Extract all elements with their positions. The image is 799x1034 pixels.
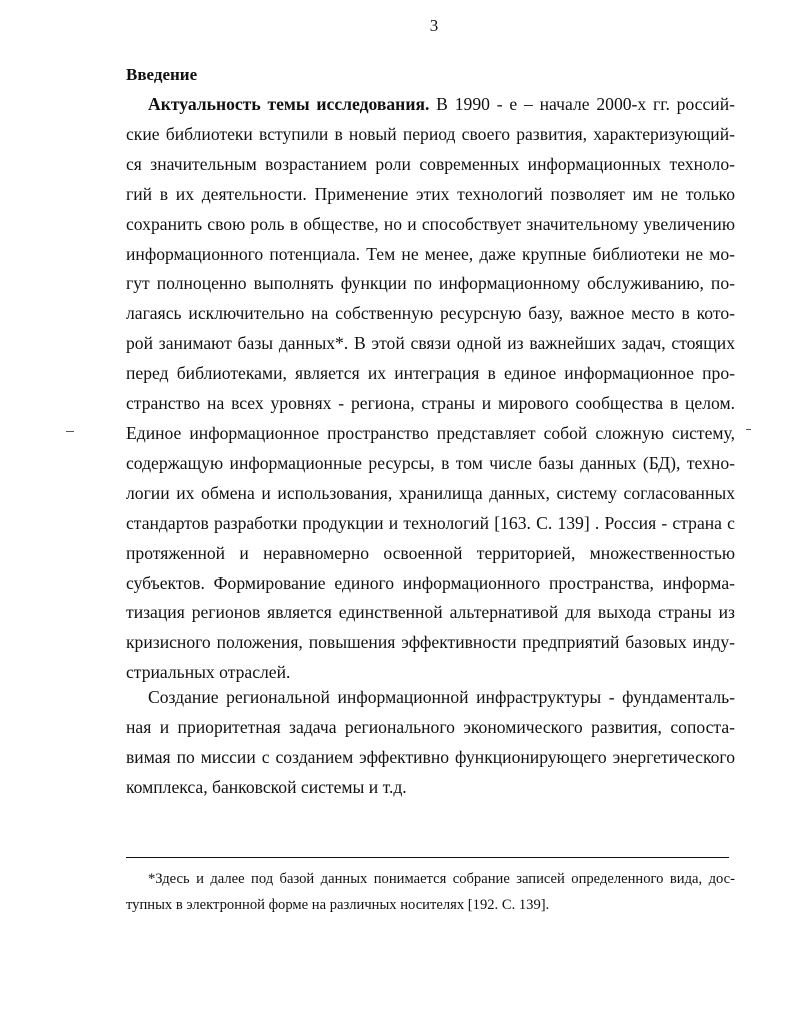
paragraph-line: ная и приоритетная задача регионального экономического развития, сопоста- — [126, 716, 735, 737]
paragraph-infrastructure — [126, 683, 735, 803]
paragraph-line: тизация регионов является единственной альтернативой для выхода страны из — [126, 602, 735, 623]
paragraph-line: субъектов. Формирование единого информационного пространства, информа- — [126, 572, 735, 593]
scan-artifact — [746, 429, 751, 430]
paragraph-relevance — [126, 90, 735, 688]
footnote — [126, 866, 735, 918]
paragraph-line: гий в их деятельности. Применение этих технологий позволяет им не только — [126, 183, 735, 204]
paragraph-line: ся значительным возрастанием роли современных информационных техноло- — [126, 153, 735, 174]
page-number: 3 — [429, 16, 439, 35]
scan-artifact — [66, 431, 74, 432]
lead-bold-text: Актуальность темы исследования. — [148, 94, 430, 114]
paragraph-line: Единое информационное пространство представляет собой сложную систему, — [126, 422, 735, 443]
paragraph-line: вимая по миссии с созданием эффективно функционирующего энергетического — [126, 746, 735, 767]
paragraph-line: странство на всех уровнях - региона, страны и мирового сообщества в целом. — [126, 393, 735, 414]
section-heading: Введение — [126, 65, 198, 84]
paragraph-line: перед библиотеками, является их интеграция в единое информационное про- — [126, 363, 735, 384]
paragraph-line: гут полноценно выполнять функции по информационному обслуживанию, по- — [126, 273, 735, 294]
paragraph-line: информационного потенциала. Тем не менее, даже крупные библиотеки не мо- — [126, 243, 735, 264]
paragraph-line: рой занимают базы данных*. В этой связи одной из важнейших задач, стоящих — [126, 333, 735, 354]
paragraph-line: протяженной и неравномерно освоенной территорией, множественностью — [126, 542, 735, 563]
paragraph-line: стандартов разработки продукции и технологий [163. С. 139] . Россия - страна с — [126, 512, 735, 533]
paragraph-line: комплекса, банковской системы и т.д. — [126, 776, 407, 797]
paragraph-line: Создание региональной информационной инфраструктуры - фундаменталь- — [148, 687, 735, 707]
paragraph-line: ские библиотеки вступили в новый период своего развития, характеризующий- — [126, 123, 735, 144]
paragraph-line: стриальных отраслей. — [126, 662, 291, 683]
footnote-divider — [126, 857, 729, 858]
paragraph-line: сохранить свою роль в обществе, но и способствует значительному увеличению — [126, 213, 735, 234]
footnote-line: *Здесь и далее под базой данных понимается собрание записей определенного вида, дос- — [148, 871, 735, 887]
paragraph-line: лагаясь исключительно на собственную ресурсную базу, важное место в кото- — [126, 303, 735, 324]
footnote-line: тупных в электронной форме на различных носителях [192. С. 139]. — [126, 897, 550, 913]
paragraph-line: кризисного положения, повышения эффективности предприятий базовых инду- — [126, 632, 735, 653]
paragraph-line: содержащую информационные ресурсы, в том числе базы данных (БД), техно- — [126, 452, 735, 473]
paragraph-line: логии их обмена и использования, хранилища данных, систему согласованных — [126, 482, 735, 503]
paragraph-line: Актуальность темы исследования. В 1990 - е – начале 2000-х гг. россий- — [148, 94, 735, 114]
